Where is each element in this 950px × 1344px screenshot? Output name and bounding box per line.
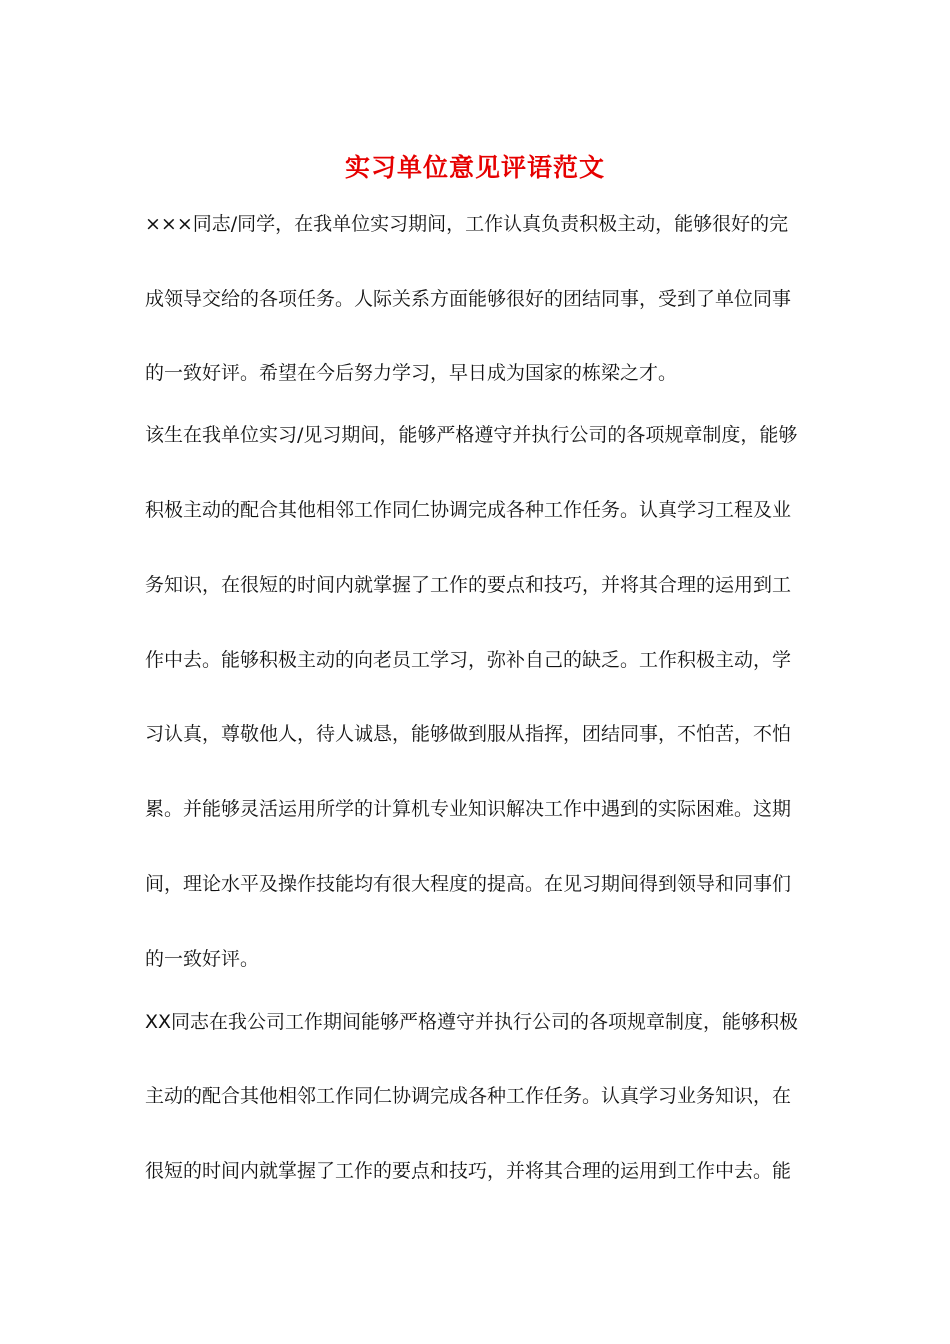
paragraph-2-line-7: 间，理论水平及操作技能均有很大程度的提高。在见习期间得到领导和同事们 [145, 873, 792, 895]
paragraph-2-line-5: 习认真，尊敬他人，待人诚恳，能够做到服从指挥，团结同事，不怕苦，不怕 [145, 723, 792, 745]
paragraph-2-line-4: 作中去。能够积极主动的向老员工学习，弥补自己的缺乏。工作积极主动，学 [145, 649, 792, 671]
paragraph-2-line-6: 累。并能够灵活运用所学的计算机专业知识解决工作中遇到的实际困难。这期 [145, 798, 792, 820]
paragraph-2-line-2: 积极主动的配合其他相邻工作同仁协调完成各种工作任务。认真学习工程及业 [145, 499, 792, 521]
paragraph-2-line-1: 该生在我单位实习/见习期间，能够严格遵守并执行公司的各项规章制度，能够 [145, 424, 798, 446]
paragraph-2-line-3: 务知识，在很短的时间内就掌握了工作的要点和技巧，并将其合理的运用到工 [145, 574, 792, 596]
paragraph-2-line-8: 的一致好评。 [145, 948, 260, 970]
paragraph-1-line-3: 的一致好评。希望在今后努力学习，早日成为国家的栋梁之才。 [145, 362, 678, 384]
document-title: 实习单位意见评语范文 [344, 153, 605, 182]
paragraph-3-line-1: XX同志在我公司工作期间能够严格遵守并执行公司的各项规章制度，能够积极 [145, 1011, 799, 1033]
paragraph-1-line-2: 成领导交给的各项任务。人际关系方面能够很好的团结同事，受到了单位同事 [145, 288, 792, 310]
paragraph-3-line-3: 很短的时间内就掌握了工作的要点和技巧，并将其合理的运用到工作中去。能 [145, 1160, 792, 1182]
paragraph-1-line-1: ×××同志/同学，在我单位实习期间，工作认真负责积极主动，能够很好的完 [145, 213, 789, 235]
paragraph-3-line-2: 主动的配合其他相邻工作同仁协调完成各种工作任务。认真学习业务知识，在 [145, 1085, 792, 1107]
